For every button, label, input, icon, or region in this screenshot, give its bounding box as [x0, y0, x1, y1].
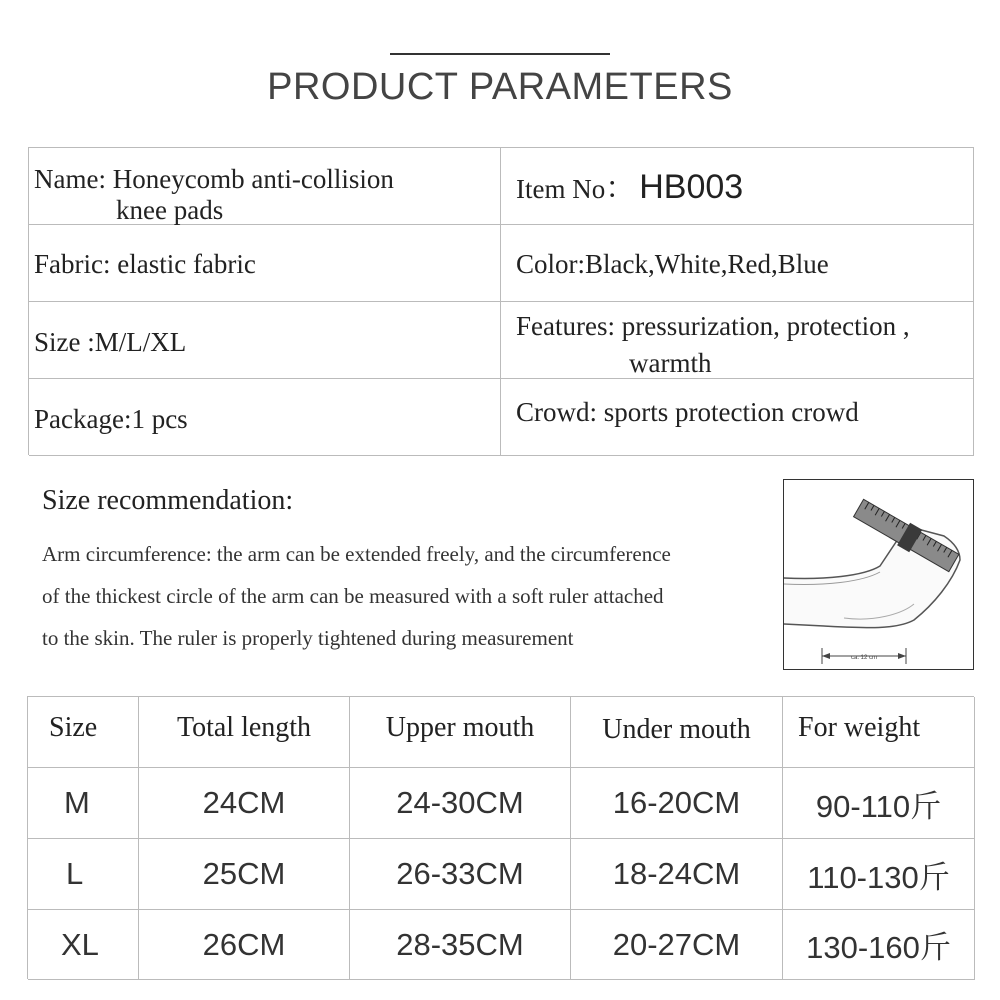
header-under-mouth: Under mouth — [602, 714, 751, 745]
table-cell — [783, 839, 975, 910]
arm-measurement-icon — [784, 480, 973, 669]
param-size-cell — [29, 302, 501, 379]
table-cell — [783, 768, 975, 839]
under-mouth-value: 16-20CM — [612, 785, 741, 820]
param-package-cell — [29, 379, 501, 456]
param-item-label: Item No — [516, 174, 606, 204]
under-mouth-value: 18-24CM — [612, 856, 741, 891]
total-length-value: 26CM — [202, 926, 286, 962]
table-cell — [571, 768, 783, 839]
table-cell — [28, 768, 139, 839]
param-color: Color:Black,White,Red,Blue — [516, 249, 829, 279]
table-cell — [350, 910, 571, 980]
param-name-cell — [29, 148, 501, 225]
table-cell — [28, 910, 139, 980]
table-cell — [28, 839, 139, 910]
arm-measurement-illustration — [783, 479, 974, 670]
param-fabric-cell — [29, 225, 501, 302]
weight-value: 90-110斤 — [815, 788, 942, 824]
header-size: Size — [49, 712, 98, 743]
size-recommendation-text — [42, 533, 772, 659]
size-table-header — [783, 697, 975, 768]
size-value: M — [64, 785, 90, 820]
size-table-header — [139, 697, 350, 768]
table-cell — [139, 910, 350, 980]
under-mouth-value: 20-27CM — [612, 926, 741, 962]
size-recommendation-title: Size recommendation: — [42, 485, 294, 516]
weight-value: 130-160斤 — [806, 930, 951, 965]
header-total-length: Total length — [176, 712, 312, 743]
title-divider — [390, 53, 610, 55]
param-size: Size :M/L/XL — [34, 327, 187, 357]
param-item-no — [516, 168, 744, 206]
total-length-value: 24CM — [202, 785, 286, 820]
weight-value: 110-130斤 — [807, 859, 950, 895]
param-item-separator: ： — [605, 171, 636, 206]
table-cell — [783, 910, 975, 980]
upper-mouth-value: 24-30CM — [396, 785, 524, 820]
size-value: XL — [61, 926, 99, 962]
param-name-continued: knee pads — [116, 195, 224, 225]
size-table-header — [28, 697, 139, 768]
param-name: Name: Honeycomb anti-collision — [34, 164, 394, 194]
param-package: Package:1 pcs — [34, 404, 188, 434]
size-value: L — [66, 856, 84, 891]
table-cell — [139, 839, 350, 910]
param-item-cell — [501, 148, 974, 225]
upper-mouth-value: 26-33CM — [396, 856, 524, 891]
size-table-header — [350, 697, 571, 768]
upper-mouth-value: 28-35CM — [396, 926, 524, 962]
table-cell — [350, 839, 571, 910]
table-cell — [350, 768, 571, 839]
page-title: PRODUCT PARAMETERS — [267, 66, 733, 108]
param-crowd-cell — [501, 379, 974, 456]
param-features-continued: warmth — [629, 348, 712, 378]
param-features: Features: pressurization, protection , — [516, 311, 910, 341]
figure-dimension-label: ca. 12 cm — [850, 655, 878, 661]
param-color-cell — [501, 225, 974, 302]
param-item-value: HB003 — [639, 168, 744, 206]
size-recommendation-line: to the skin. The ruler is properly tightened during measurement — [42, 626, 574, 650]
param-features-cell — [501, 302, 974, 379]
table-cell — [571, 910, 783, 980]
header-for-weight: For weight — [798, 712, 921, 743]
param-crowd: Crowd: sports protection crowd — [516, 397, 859, 427]
product-parameters-table — [28, 147, 974, 455]
table-cell — [571, 839, 783, 910]
table-cell — [139, 768, 350, 839]
size-table-header — [571, 697, 783, 768]
size-recommendation-line: Arm circumference: the arm can be extended freely, and the circumference — [42, 542, 671, 566]
size-chart-table — [27, 696, 974, 979]
size-recommendation-line: of the thickest circle of the arm can be measured with a soft ruler attached — [42, 584, 664, 608]
header-upper-mouth: Upper mouth — [385, 712, 535, 743]
param-fabric: Fabric: elastic fabric — [34, 249, 256, 279]
total-length-value: 25CM — [202, 856, 286, 891]
